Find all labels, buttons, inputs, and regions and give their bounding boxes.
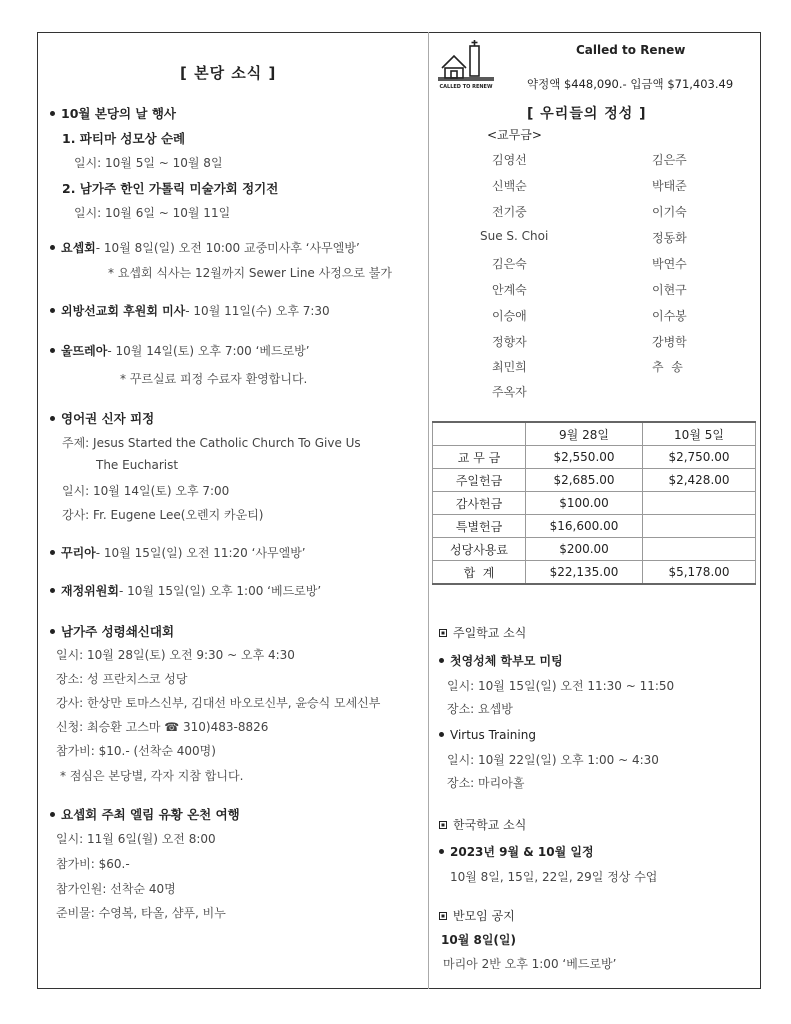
donor-name: 정향자 — [492, 335, 527, 349]
list-item-trip: 요셉회 주최 엘림 유황 온천 여행 — [50, 805, 240, 823]
event-date: 일시: 10월 22일(일) 오후 1:00 ~ 4:30 — [447, 753, 659, 767]
event-place: 장소: 마리아홀 — [447, 776, 525, 790]
donor-name: 박연수 — [652, 257, 687, 271]
bullet-icon — [50, 812, 55, 817]
row-label: 교 무 금 — [433, 446, 526, 469]
list-item-josep: 요셉회- 10월 8일(일) 오전 10:00 교중미사후 ‘사무엘방’ — [50, 239, 360, 256]
list-item-first-communion: 첫영성체 학부모 미팅 — [439, 652, 563, 669]
retreat-topic: 주제: Jesus Started the Catholic Church To Give Us — [62, 436, 361, 450]
donations-subtitle: <교무금> — [487, 128, 542, 142]
bullet-icon — [50, 629, 55, 634]
trip-date: 일시: 11월 6일(월) 오전 8:00 — [56, 832, 216, 846]
table-header: 10월 5일 — [643, 422, 756, 446]
list-item-virtus: Virtus Training — [439, 728, 536, 742]
list-item-mission: 외방선교회 후원회 미사- 10월 11일(수) 오후 7:30 — [50, 302, 330, 319]
donor-name: 추 송 — [652, 360, 683, 374]
list-item-finance: 재정위원회- 10월 15일(일) 오후 1:00 ‘베드로방’ — [50, 582, 321, 599]
bullet-icon — [50, 308, 55, 313]
table-header-row — [433, 422, 756, 446]
trip-fee: 참가비: $60.- — [56, 857, 130, 871]
spirit-fee: 참가비: $10.- (선착순 400명) — [56, 744, 216, 758]
trip-people: 참가인원: 선착순 40명 — [56, 882, 176, 896]
list-item-day-events: 10월 본당의 날 행사 — [50, 104, 176, 122]
korean-school-head: 한국학교 소식 — [439, 816, 526, 833]
table-row — [433, 515, 756, 538]
table-header — [433, 422, 526, 446]
table-row-total — [433, 561, 756, 585]
cell-value: $5,178.00 — [643, 561, 756, 585]
event-place: 장소: 요셉방 — [447, 702, 513, 716]
square-bullet-icon — [439, 912, 447, 920]
donor-name: 주옥자 — [492, 385, 527, 399]
bullet-icon — [50, 348, 55, 353]
donor-name: Sue S. Choi — [480, 229, 549, 243]
table-row — [433, 492, 756, 515]
bullet-icon — [439, 732, 444, 737]
donor-name: 김영선 — [492, 153, 527, 167]
phone-icon: ☎ — [164, 720, 180, 734]
cell-value: $2,550.00 — [526, 446, 643, 469]
group-notice-head: 반모임 공지 — [439, 907, 515, 924]
bullet-icon — [439, 658, 444, 663]
table-header: 9월 28일 — [526, 422, 643, 446]
donor-name: 이현구 — [652, 283, 687, 297]
bullet-icon — [50, 588, 55, 593]
donor-name: 김은주 — [652, 153, 687, 167]
bullet-icon — [50, 416, 55, 421]
called-to-renew-logo — [436, 38, 496, 90]
trip-items: 준비물: 수영복, 타올, 샴푸, 비누 — [56, 906, 226, 920]
spirit-apply: 신청: 최승환 고스마 ☎ 310)483-8826 — [56, 720, 269, 734]
square-bullet-icon — [439, 629, 447, 637]
row-label: 특별헌금 — [433, 515, 526, 538]
spirit-date: 일시: 10월 28일(토) 오전 9:30 ~ 오후 4:30 — [56, 648, 295, 662]
donor-name: 이기숙 — [652, 205, 687, 219]
cell-value: $200.00 — [526, 538, 643, 561]
retreat-topic-cont: The Eucharist — [96, 458, 179, 472]
donor-name: 신백순 — [492, 179, 527, 193]
cell-value: $16,600.00 — [526, 515, 643, 538]
donor-name: 이수봉 — [652, 309, 687, 323]
bullet-icon — [439, 849, 444, 854]
list-item-schedule: 2023년 9월 & 10월 일정 — [439, 843, 594, 860]
cell-value: $2,685.00 — [526, 469, 643, 492]
section-title: [ 본당 소식 ] — [180, 64, 277, 82]
event-date: 일시: 10월 6일 ~ 10월 11일 — [74, 206, 231, 220]
donor-name: 안계숙 — [492, 283, 527, 297]
event-title: 1. 파티마 성모상 순례 — [62, 131, 186, 146]
row-label: 성당사용료 — [433, 538, 526, 561]
donor-name: 박태준 — [652, 179, 687, 193]
donor-name: 강병학 — [652, 335, 687, 349]
bullet-icon — [50, 245, 55, 250]
donor-name: 정동화 — [652, 231, 687, 245]
table-row — [433, 446, 756, 469]
offering-table — [432, 421, 756, 585]
note: * 꾸르실료 피정 수료자 환영합니다. — [120, 372, 308, 386]
spirit-place: 장소: 성 프란치스코 성당 — [56, 672, 188, 686]
row-label: 합 계 — [433, 561, 526, 585]
event-date: 일시: 10월 5일 ~ 10월 8일 — [74, 156, 223, 170]
spirit-speaker: 강사: 한상만 토마스신부, 김대선 바오로신부, 윤승식 모세신부 — [56, 696, 381, 710]
row-label: 감사헌금 — [433, 492, 526, 515]
note: * 점심은 본당별, 각자 지참 합니다. — [60, 769, 244, 783]
campaign-title: Called to Renew — [576, 43, 686, 57]
event-date: 일시: 10월 15일(일) 오전 11:30 ~ 11:50 — [447, 679, 675, 693]
group-notice-text: 마리아 2반 오후 1:00 ‘베드로방’ — [443, 957, 617, 971]
cell-value: $2,428.00 — [643, 469, 756, 492]
cell-value — [643, 492, 756, 515]
svg-text:CALLED TO RENEW: CALLED TO RENEW — [439, 84, 493, 90]
donations-title: [ 우리들의 정성 ] — [527, 106, 647, 122]
retreat-date: 일시: 10월 14일(토) 오후 7:00 — [62, 484, 230, 498]
list-item-retreat: 영어권 신자 피정 — [50, 409, 154, 427]
note: * 요셉회 식사는 12월까지 Sewer Line 사정으로 불가 — [108, 266, 392, 280]
row-label: 주일헌금 — [433, 469, 526, 492]
cell-value: $2,750.00 — [643, 446, 756, 469]
schedule-text: 10월 8일, 15일, 22일, 29일 정상 수업 — [450, 870, 658, 884]
event-title: 2. 남가주 한인 가톨릭 미술가회 정기전 — [62, 181, 279, 196]
cell-value: $100.00 — [526, 492, 643, 515]
retreat-speaker: 강사: Fr. Eugene Lee(오렌지 카운티) — [62, 508, 264, 522]
donor-name: 최민희 — [492, 360, 527, 374]
list-item-spirit: 남가주 성령쇄신대회 — [50, 622, 174, 640]
list-item-ultreya: 울뜨레아- 10월 14일(토) 오후 7:00 ‘베드로방’ — [50, 342, 310, 359]
group-notice-date: 10월 8일(일) — [441, 933, 516, 947]
table-row — [433, 469, 756, 492]
campaign-amounts: 약정액 $448,090.- 입금액 $71,403.49 — [527, 77, 734, 91]
table-row — [433, 538, 756, 561]
cell-value — [643, 538, 756, 561]
donor-name: 전기중 — [492, 205, 527, 219]
donor-name: 이승애 — [492, 309, 527, 323]
square-bullet-icon — [439, 821, 447, 829]
donor-name: 김은숙 — [492, 257, 527, 271]
bullet-icon — [50, 111, 55, 116]
cell-value — [643, 515, 756, 538]
bullet-icon — [50, 550, 55, 555]
sunday-school-head: 주일학교 소식 — [439, 624, 526, 641]
list-item-curia: 꾸리아- 10월 15일(일) 오전 11:20 ‘사무엘방’ — [50, 544, 306, 561]
cell-value: $22,135.00 — [526, 561, 643, 585]
column-divider — [428, 32, 429, 989]
